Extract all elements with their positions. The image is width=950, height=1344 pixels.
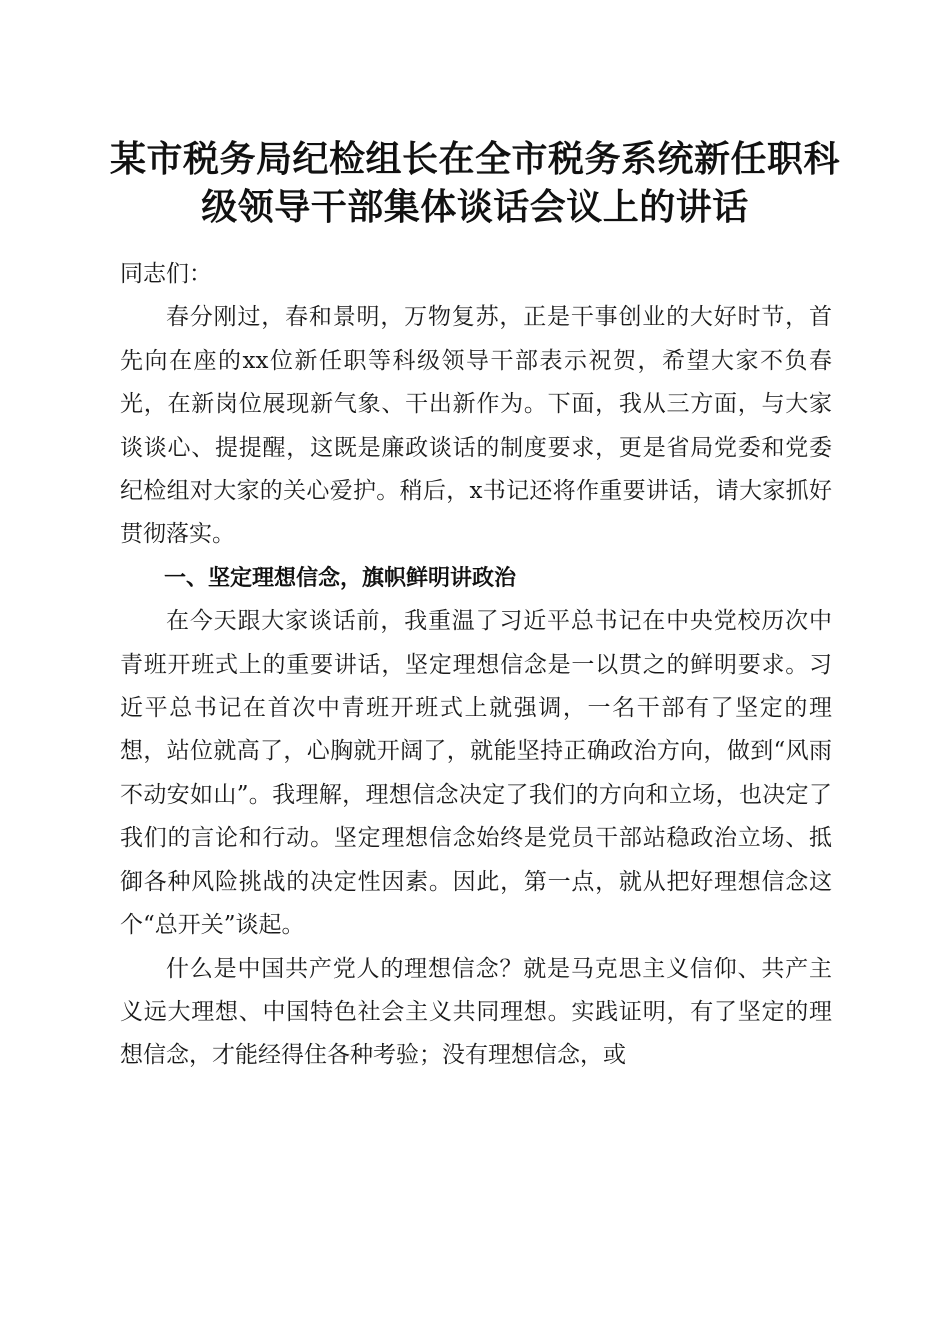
section-1-paragraph-1: 在今天跟大家谈话前，我重温了习近平总书记在中央党校历次中青班开班式上的重要讲话，坚定理想信念是一以贯之的鲜明要求。习近平总书记在首次中青班开班式上就强调，一名干部有了坚定的理想，站位就高了，心胸就开阔了，就能坚持正确政治方向，做到“风雨不动安如山”。我理解，理想信念决定了我们的方向和立场，也决定了我们的言论和行动。坚定理想信念始终是党员干部站稳政治立场、抵御各种风险挑战的决定性因素。因此，第一点，就从把好理想信念这个“总开关”谈起。 [120,608,832,939]
document-body [120,253,832,1078]
salutation: 同志们： [120,261,212,287]
document-title: 某市税务局纪检组长在全市税务系统新任职科级领导干部集体谈话会议上的讲话 [109,138,840,228]
section-heading-1: 一、坚定理想信念，旗帜鲜明讲政治 [164,565,517,591]
opening-paragraph: 春分刚过，春和景明，万物复苏，正是干事创业的大好时节，首先向在座的xx位新任职等科级领导干部表示祝贺，希望大家不负春光，在新岗位展现新气象、干出新作为。下面，我从三方面，与大家谈谈心、提提醒，这既是廉政谈话的制度要求，更是省局党委和党委纪检组对大家的关心爱护。稍后，x书记还将作重要讲话，请大家抓好贯彻落实。 [120,304,832,548]
section-1-paragraph-2: 什么是中国共产党人的理想信念？就是马克思主义信仰、共产主义远大理想、中国特色社会主义共同理想。实践证明，有了坚定的理想信念，才能经得住各种考验；没有理想信念，或 [120,955,832,1069]
